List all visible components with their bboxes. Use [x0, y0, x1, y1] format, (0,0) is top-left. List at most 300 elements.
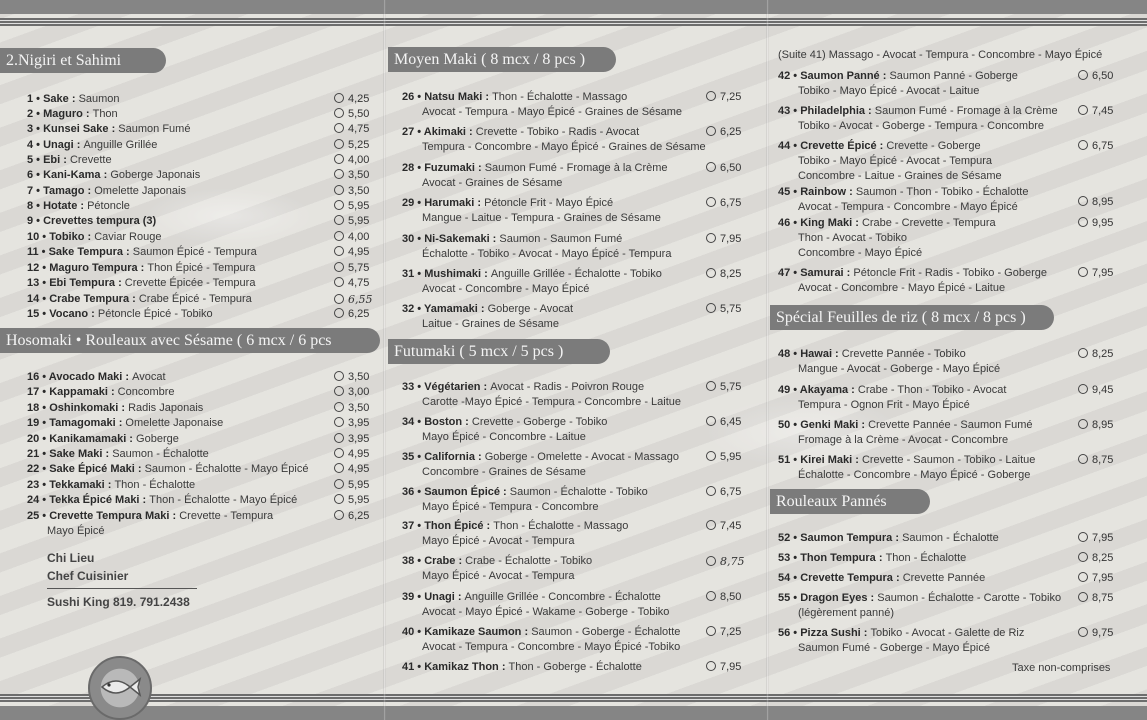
price-value: 3,95: [348, 433, 370, 445]
price-circle-icon: [706, 486, 716, 496]
menu-item: [778, 216, 996, 231]
menu-item: [402, 485, 648, 500]
item-description: Saumon - Échalotte: [112, 448, 209, 460]
item-sub-description: Tobiko - Avocat - Goberge - Tempura - Concombre: [798, 120, 1044, 132]
price-value: 8,95: [1092, 419, 1114, 431]
menu-item: [27, 447, 209, 462]
item-sub-description: Mangue - Avocat - Goberge - Mayo Épicé: [798, 363, 1001, 375]
price-value: 5,95: [348, 494, 370, 506]
menu-item: [27, 292, 252, 307]
menu-item: [27, 122, 190, 137]
price-circle-icon: [334, 308, 344, 318]
item-number: 47 •: [778, 267, 801, 279]
price-value: 7,25: [720, 626, 742, 638]
price-value: 3,95: [348, 417, 370, 429]
item-price: [706, 196, 741, 211]
menu-item: [778, 383, 1006, 398]
item-number: 42 •: [778, 70, 801, 82]
item-price: [334, 478, 369, 493]
price-value: 5,75: [348, 262, 370, 274]
menu-item: [402, 90, 627, 105]
price-value: 5,95: [348, 200, 370, 212]
menu-item: [27, 462, 308, 477]
price-value: 8,25: [1092, 348, 1114, 360]
item-number: 41 •: [402, 661, 425, 673]
item-description: Saumon - Échalotte - Carotte - Tobiko: [877, 592, 1062, 604]
price-value: 6,25: [720, 126, 742, 138]
menu-item: [778, 347, 966, 362]
item-number: 12 •: [27, 262, 50, 274]
item-name: Hotate :: [43, 200, 88, 212]
item-price: [334, 276, 369, 291]
price-value: 7,95: [720, 661, 742, 673]
item-description: Crabe - Crevette - Tempura: [861, 217, 996, 229]
item-name: Saumon Épicé :: [424, 486, 510, 498]
item-sub-description: Tobiko - Mayo Épicé - Avocat - Laitue: [798, 85, 980, 97]
section-header-moyen-maki: Moyen Maki ( 8 mcx / 8 pcs ): [388, 47, 616, 72]
price-circle-icon: [1078, 384, 1088, 394]
menu-item: [27, 107, 118, 122]
item-description: Omelette Japonaise: [125, 417, 224, 429]
item-name: Crabe :: [424, 555, 466, 567]
menu-item: [27, 416, 223, 431]
menu-item: [778, 531, 999, 546]
menu-item: [27, 307, 213, 322]
price-value: 4,00: [348, 154, 370, 166]
price-value: 6,25: [348, 308, 370, 320]
section-header-futumaki: Futumaki ( 5 mcx / 5 pcs ): [388, 339, 610, 364]
item-description: Crevette Pannée: [902, 572, 986, 584]
price-value: 4,75: [348, 277, 370, 289]
item-price: [334, 401, 369, 416]
item-price: [1078, 571, 1113, 586]
price-circle-icon: [1078, 572, 1088, 582]
price-value: 4,95: [348, 463, 370, 475]
price-circle-icon: [1078, 348, 1088, 358]
item-name: California :: [424, 451, 485, 463]
item-price: [706, 450, 741, 465]
item-price: [706, 267, 741, 282]
item-description: Pétoncle Frit - Radis - Tobiko - Goberge: [853, 267, 1047, 279]
item-price: [1078, 383, 1113, 398]
price-circle-icon: [706, 626, 716, 636]
price-value: 3,50: [348, 169, 370, 181]
item-name: Philadelphia :: [800, 105, 875, 117]
item-description: Saumon - Échalotte - Tobiko: [509, 486, 648, 498]
item-number: 33 •: [402, 381, 425, 393]
price-value: 4,00: [348, 231, 370, 243]
item-price: [334, 416, 369, 431]
price-value: 7,95: [1092, 532, 1114, 544]
item-price: [334, 107, 369, 122]
price-circle-icon: [1078, 217, 1088, 227]
price-value: 8,95: [1092, 196, 1114, 208]
price-circle-icon: [1078, 592, 1088, 602]
price-value: 5,95: [348, 215, 370, 227]
section-header-hosomaki: Hosomaki • Rouleaux avec Sésame ( 6 mcx / 6 pcs: [0, 328, 380, 353]
menu-item: [27, 401, 203, 416]
item-price: [1078, 626, 1113, 641]
item-sub-description: Tempura - Ognon Frit - Mayo Épicé: [798, 399, 970, 411]
item-name: Végétarien :: [424, 381, 491, 393]
top-border: [0, 0, 1147, 14]
item-number: 43 •: [778, 105, 801, 117]
menu-item: [402, 450, 679, 465]
item-name: Kani-Kama :: [43, 169, 111, 181]
menu-item: [27, 245, 257, 260]
item-sub-description: Mayo Épicé - Avocat - Tempura: [422, 570, 575, 582]
item-number: 53 •: [778, 552, 801, 564]
price-circle-icon: [334, 402, 344, 412]
menu-item: [27, 385, 175, 400]
item-name: Mushimaki :: [424, 268, 491, 280]
tax-note: Taxe non-comprises: [1012, 662, 1111, 674]
item-sub-description: Fromage à la Crème - Avocat - Concombre: [798, 434, 1009, 446]
price-circle-icon: [334, 448, 344, 458]
chef-name: Chi Lieu: [47, 551, 95, 565]
item-name: Hawai :: [800, 348, 842, 360]
item-name: King Maki :: [800, 217, 862, 229]
item-number: 1 •: [27, 93, 44, 105]
price-circle-icon: [334, 93, 344, 103]
item-name: Crevettes tempura (3): [43, 215, 157, 227]
price-circle-icon: [334, 200, 344, 210]
item-price: [334, 432, 369, 447]
price-circle-icon: [334, 294, 344, 304]
item-number: 18 •: [27, 402, 50, 414]
price-value: 4,95: [348, 448, 370, 460]
item-description: Thon - Échalotte: [114, 479, 196, 491]
section-header-special: Spécial Feuilles de riz ( 8 mcx / 8 pcs ): [770, 305, 1054, 330]
price-value: 3,50: [348, 402, 370, 414]
price-value: 7,95: [1092, 572, 1114, 584]
item-sub-description: Avocat - Mayo Épicé - Wakame - Goberge - Tobiko: [422, 606, 670, 618]
item-description: Caviar Rouge: [94, 231, 162, 243]
item-number: 44 •: [778, 140, 801, 152]
item-number: 50 •: [778, 419, 801, 431]
item-description: Crevette - Tobiko - Radis - Avocat: [475, 126, 640, 138]
item-number: 6 •: [27, 169, 44, 181]
price-circle-icon: [1078, 267, 1088, 277]
item-price: [1078, 418, 1113, 433]
item-description: Crevette Pannée - Tobiko: [841, 348, 966, 360]
price-value: 6,45: [720, 416, 742, 428]
item-sub-description: Concombre - Laitue - Graines de Sésame: [798, 170, 1002, 182]
item-number: 52 •: [778, 532, 801, 544]
menu-item: [27, 153, 112, 168]
menu-item: [778, 571, 985, 586]
menu-item: [27, 261, 255, 276]
item-number: 8 •: [27, 200, 44, 212]
menu-item: [778, 591, 1061, 606]
price-circle-icon: [334, 463, 344, 473]
price-circle-icon: [706, 303, 716, 313]
fish-logo-icon: [88, 656, 152, 720]
item-description: Anguille Grillée - Concombre - Échalotte: [464, 591, 661, 603]
item-description: Goberge - Omelette - Avocat - Massago: [484, 451, 679, 463]
item-description: Saumon Fumé - Fromage à la Crème: [874, 105, 1058, 117]
item-description: Thon - Échalotte - Mayo Épicé: [149, 494, 298, 506]
item-name: Sake :: [43, 93, 79, 105]
menu-item: [27, 478, 195, 493]
menu-item: [27, 184, 186, 199]
item-number: 34 •: [402, 416, 425, 428]
item-price: [706, 625, 741, 640]
item-sub-description: Avocat - Graines de Sésame: [422, 177, 563, 189]
price-circle-icon: [1078, 552, 1088, 562]
item-number: 51 •: [778, 454, 801, 466]
price-circle-icon: [706, 233, 716, 243]
menu-item: [778, 266, 1047, 281]
price-circle-icon: [706, 416, 716, 426]
item-name: Genki Maki :: [800, 419, 869, 431]
item-name: Tekkamaki :: [49, 479, 115, 491]
item-description: Crevette - Tempura: [179, 510, 274, 522]
menu-item: [778, 418, 1033, 433]
price-circle-icon: [334, 169, 344, 179]
item-price: [706, 90, 741, 105]
price-circle-icon: [1078, 627, 1088, 637]
price-value: 3,50: [348, 371, 370, 383]
item-description: Saumon - Échalotte: [902, 532, 999, 544]
item-name: Kamikaze Saumon :: [424, 626, 532, 638]
item-name: Ebi Tempura :: [49, 277, 125, 289]
item-number: 37 •: [402, 520, 425, 532]
menu-item: [778, 104, 1058, 119]
item-name: Avocado Maki :: [48, 371, 133, 383]
item-number: 27 •: [402, 126, 424, 138]
price-circle-icon: [706, 451, 716, 461]
item-sub-description: Saumon Fumé - Goberge - Mayo Épicé: [798, 642, 990, 654]
item-price: [334, 462, 369, 477]
item-description: Thon Épicé - Tempura: [147, 262, 256, 274]
item-description: Crevette - Saumon - Tobiko - Laitue: [861, 454, 1036, 466]
item-name: Sake Épicé Maki :: [49, 463, 145, 475]
menu-item: [402, 380, 644, 395]
item-price: [334, 138, 369, 153]
menu-item: [27, 509, 273, 524]
item-sub-description: Avocat - Concombre - Mayo Épicé: [422, 283, 590, 295]
price-circle-icon: [706, 520, 716, 530]
price-value: 7,45: [720, 520, 742, 532]
item-price: [334, 168, 369, 183]
item-description: Thon - Goberge - Échalotte: [508, 661, 642, 673]
menu-item: [402, 625, 680, 640]
menu-item: [27, 199, 130, 214]
price-value: 9,45: [1092, 384, 1114, 396]
item-description: Crevette Pannée - Saumon Fumé: [868, 419, 1033, 431]
item-price: [334, 385, 369, 400]
item-sub-description: (légèrement panné): [798, 607, 895, 619]
section-header-nigiri: 2.Nigiri et Sahimi: [0, 48, 166, 73]
price-circle-icon: [706, 91, 716, 101]
item-number: 20 •: [27, 433, 50, 445]
item-sub-description: Avocat - Tempura - Mayo Épicé - Graines de Sésame: [422, 106, 683, 118]
item-sub-description: Avocat - Tempura - Concombre - Mayo Épicé: [798, 201, 1018, 213]
continuation-note: (Suite 41) Massago - Avocat - Tempura - Concombre - Mayo Épicé: [778, 49, 1103, 61]
fold-line: [383, 0, 386, 720]
price-circle-icon: [1078, 140, 1088, 150]
item-name: Maguro Tempura :: [49, 262, 148, 274]
price-value: 9,95: [1092, 217, 1114, 229]
price-value: 8,75: [1092, 454, 1114, 466]
menu-item: [27, 138, 157, 153]
menu-item: [778, 185, 1028, 200]
menu-item: [778, 139, 981, 154]
price-circle-icon: [334, 510, 344, 520]
item-number: 55 •: [778, 592, 801, 604]
item-price: [334, 447, 369, 462]
item-name: Crevette Tempura :: [800, 572, 903, 584]
item-price: [1078, 551, 1113, 566]
item-description: Saumon: [78, 93, 120, 105]
item-description: Saumon Épicé - Tempura: [132, 246, 257, 258]
price-value: 8,50: [720, 591, 742, 603]
item-number: 15 •: [27, 308, 50, 320]
price-circle-icon: [334, 123, 344, 133]
item-number: 13 •: [27, 277, 50, 289]
signature-line: [47, 588, 197, 589]
menu-item: [402, 302, 573, 317]
item-sub-description: Mangue - Laitue - Tempura - Graines de Sésame: [422, 212, 661, 224]
item-number: 11 •: [27, 246, 49, 258]
item-number: 32 •: [402, 303, 424, 315]
item-number: 28 •: [402, 162, 425, 174]
item-sub-description: Mayo Épicé - Avocat - Tempura: [422, 535, 575, 547]
item-price: [334, 199, 369, 214]
price-circle-icon: [334, 417, 344, 427]
item-description: Goberge: [136, 433, 179, 445]
item-price: [1078, 195, 1113, 210]
item-number: 45 •: [778, 186, 801, 198]
price-circle-icon: [706, 661, 716, 671]
price-value: 7,95: [720, 233, 742, 245]
item-name: Samurai :: [800, 267, 854, 279]
price-circle-icon: [1078, 419, 1088, 429]
price-value: 4,75: [348, 123, 370, 135]
item-description: Tobiko - Avocat - Galette de Riz: [870, 627, 1025, 639]
chef-title: Chef Cuisinier: [47, 569, 129, 583]
price-value: 5,75: [720, 381, 742, 393]
menu-item: [778, 453, 1035, 468]
price-circle-icon: [334, 185, 344, 195]
item-price: [706, 485, 741, 500]
item-price: [706, 302, 741, 317]
bottom-stripe: [0, 694, 1147, 702]
item-name: Tekka Épicé Maki :: [49, 494, 150, 506]
item-name: Vocano :: [49, 308, 98, 320]
price-circle-icon: [1078, 70, 1088, 80]
price-circle-icon: [706, 197, 716, 207]
item-price: [1078, 531, 1113, 546]
item-name: Unagi :: [43, 139, 84, 151]
menu-item: [402, 590, 661, 605]
price-value: 4,95: [348, 246, 370, 258]
item-price: [706, 554, 745, 569]
item-number: 5 •: [27, 154, 44, 166]
price-value: 5,50: [348, 108, 370, 120]
menu-item: [27, 92, 120, 107]
price-value: 5,25: [348, 139, 370, 151]
price-circle-icon: [334, 231, 344, 241]
item-price: [1078, 216, 1113, 231]
item-description: Anguille Grillée: [83, 139, 158, 151]
item-number: 40 •: [402, 626, 425, 638]
price-value: 7,25: [720, 91, 742, 103]
item-number: 2 •: [27, 108, 44, 120]
item-price: [1078, 139, 1113, 154]
item-description: Avocat: [132, 371, 166, 383]
item-number: 3 •: [27, 123, 44, 135]
menu-item: [778, 626, 1024, 641]
menu-item: [402, 660, 642, 675]
price-circle-icon: [334, 277, 344, 287]
item-number: 10 •: [27, 231, 50, 243]
item-name: Rainbow :: [800, 186, 856, 198]
price-value: 5,95: [720, 451, 742, 463]
item-number: 49 •: [778, 384, 800, 396]
price-value: 8,75: [720, 555, 745, 568]
item-sub-description: Échalotte - Tobiko - Avocat - Mayo Épicé - Tempura: [422, 248, 672, 260]
item-sub-description: Thon - Avocat - Tobiko: [798, 232, 908, 244]
item-description: Thon - Échalotte: [885, 552, 967, 564]
item-sub-description: Concombre - Graines de Sésame: [422, 466, 586, 478]
item-price: [334, 261, 369, 276]
item-name: Tobiko :: [49, 231, 95, 243]
menu-item: [27, 432, 179, 447]
item-name: Saumon Panné :: [800, 70, 890, 82]
item-name: Kirei Maki :: [800, 454, 862, 466]
price-circle-icon: [334, 371, 344, 381]
item-name: Oshinkomaki :: [49, 402, 129, 414]
item-description: Saumon - Saumon Fumé: [499, 233, 623, 245]
item-price: [334, 122, 369, 137]
item-number: 4 •: [27, 139, 44, 151]
item-price: [334, 370, 369, 385]
item-name: Crevette Tempura Maki :: [49, 510, 180, 522]
item-number: 46 •: [778, 217, 801, 229]
item-name: Tamagomaki :: [49, 417, 126, 429]
item-price: [1078, 104, 1113, 119]
price-circle-icon: [334, 494, 344, 504]
price-value: 3,50: [348, 185, 370, 197]
item-description: Pétoncle: [87, 200, 130, 212]
item-description: Goberge Japonais: [110, 169, 201, 181]
price-circle-icon: [706, 126, 716, 136]
item-description: Saumon - Thon - Tobiko - Échalotte: [855, 186, 1029, 198]
item-description: Crabe - Échalotte - Tobiko: [465, 555, 593, 567]
item-name: Yamamaki :: [424, 303, 488, 315]
item-name: Natsu Maki :: [424, 91, 493, 103]
item-number: 9 •: [27, 215, 44, 227]
item-number: 39 •: [402, 591, 425, 603]
price-value: 5,75: [720, 303, 742, 315]
item-description: Pétoncle Épicé - Tobiko: [97, 308, 213, 320]
item-number: 22 •: [27, 463, 50, 475]
menu-item: [27, 168, 200, 183]
item-number: 48 •: [778, 348, 801, 360]
item-name: Ni-Sakemaki :: [424, 233, 500, 245]
item-price: [706, 161, 741, 176]
item-sub-description: Laitue - Graines de Sésame: [422, 318, 559, 330]
item-description: Radis Japonais: [128, 402, 204, 414]
item-description: Omelette Japonais: [94, 185, 186, 197]
price-circle-icon: [334, 139, 344, 149]
item-name: Kamikaz Thon :: [424, 661, 509, 673]
price-value: 4,25: [348, 93, 370, 105]
menu-item: [27, 230, 161, 245]
top-stripe: [0, 18, 1147, 26]
